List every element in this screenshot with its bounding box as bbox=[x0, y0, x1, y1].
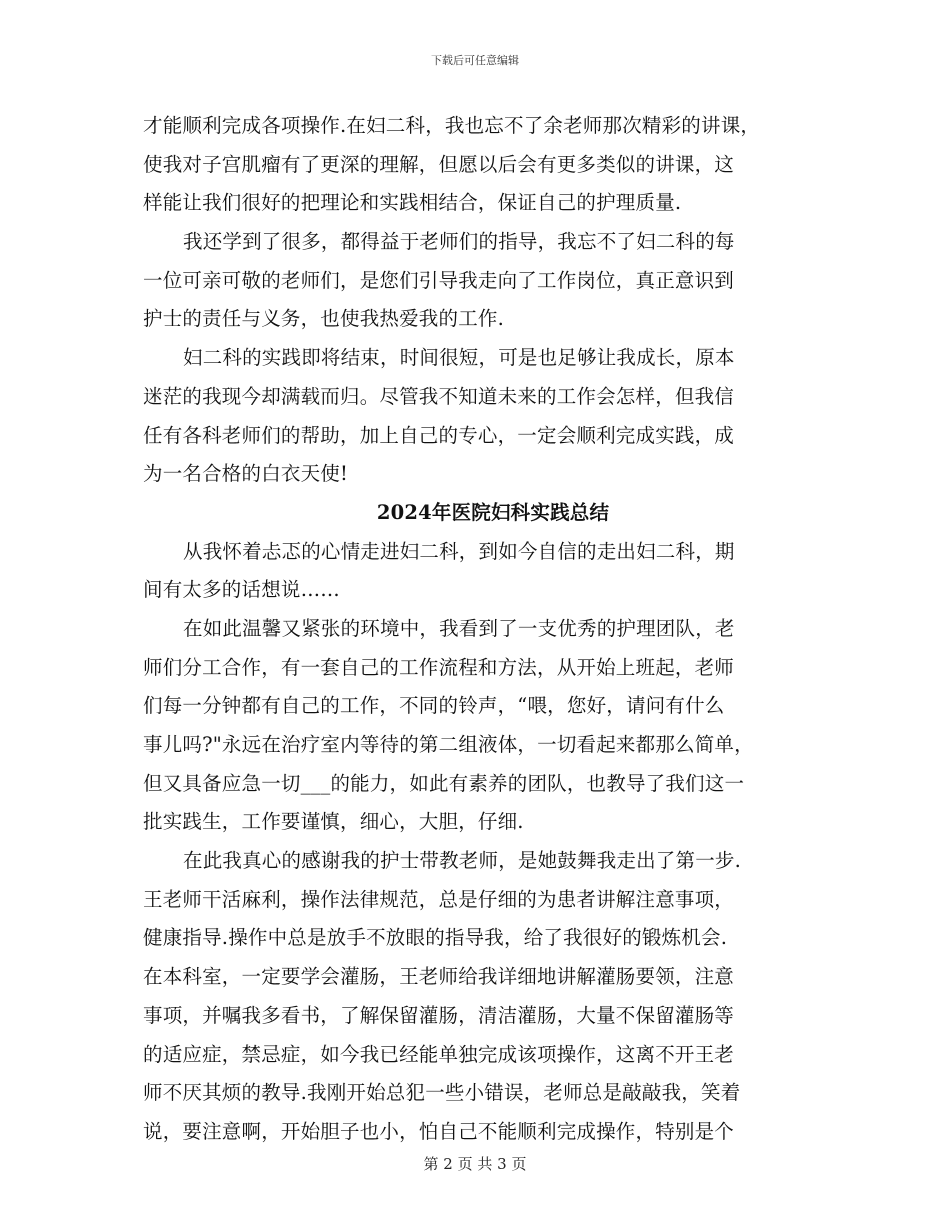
text-line: 为一名合格的白衣天使! bbox=[143, 462, 349, 486]
section-title: 2024年医院妇科实践总结 bbox=[376, 500, 610, 524]
text-line: 护士的责任与义务，也使我热爱我的工作. bbox=[143, 307, 504, 331]
page-header: 下载后可任意编辑 bbox=[431, 54, 519, 67]
text-line: 事儿吗?"永远在治疗室内等待的第二组液体，一切看起来都那么简单， bbox=[143, 733, 754, 756]
text-line: 使我对子宫肌瘤有了更深的理解，但愿以后会有更多类似的讲课，这 bbox=[143, 152, 735, 176]
text-line: 王老师干活麻利，操作法律规范，总是仔细的为患者讲解注意事项， bbox=[143, 887, 735, 911]
text-line: 间有太多的话想说…… bbox=[143, 578, 341, 602]
text-line: 样能让我们很好的把理论和实践相结合，保证自己的护理质量. bbox=[143, 191, 682, 215]
paragraph-start-line: 从我怀着忐忑的心情走进妇二科，到如今自信的走出妇二科，期 bbox=[183, 539, 735, 563]
page-footer: 第 2 页 共 3 页 bbox=[423, 1155, 527, 1173]
text-line: 批实践生，工作要谨慎，细心，大胆，仔细. bbox=[143, 810, 524, 834]
text-line: 说，要注意啊，开始胆子也小，怕自己不能顺利完成操作，特别是个 bbox=[143, 1119, 735, 1143]
text-line: 师们分工合作，有一套自己的工作流程和方法，从开始上班起，老师 bbox=[143, 655, 735, 679]
text-line: 事项，并嘱我多看书，了解保留灌肠，清洁灌肠，大量不保留灌肠等 bbox=[143, 1003, 735, 1027]
text-line: 但又具备应急一切___的能力，如此有素养的团队，也教导了我们这一 bbox=[143, 771, 745, 795]
paragraph-start-line: 在此我真心的感谢我的护士带教老师，是她鼓舞我走出了第一步. bbox=[183, 849, 741, 873]
text-line: 的适应症，禁忌症，如今我已经能单独完成该项操作，这离不开王老 bbox=[143, 1042, 735, 1066]
document-body bbox=[143, 107, 813, 1152]
text-line: 才能顺利完成各项操作.在妇二科，我也忘不了余老师那次精彩的讲课， bbox=[143, 114, 761, 137]
paragraph-start-line: 妇二科的实践即将结束，时间很短，可是也足够让我成长，原本 bbox=[183, 346, 735, 370]
text-line: 在本科室，一定要学会灌肠，王老师给我详细地讲解灌肠要领，注意 bbox=[143, 965, 735, 989]
text-line: 健康指导.操作中总是放手不放眼的指导我，给了我很好的锻炼机会. bbox=[143, 926, 728, 950]
text-line: 任有各科老师们的帮助，加上自己的专心，一定会顺利完成实践，成 bbox=[143, 423, 735, 447]
text-line: 师不厌其烦的教导.我刚开始总犯一些小错误，老师总是敲敲我，笑着 bbox=[143, 1081, 741, 1105]
text-line: 迷茫的我现今却满载而归。尽管我不知道未来的工作会怎样，但我信 bbox=[143, 384, 735, 408]
text-line: 一位可亲可敬的老师们，是您们引导我走向了工作岗位，真正意识到 bbox=[143, 268, 735, 292]
paragraph-start-line: 在如此温馨又紧张的环境中，我看到了一支优秀的护理团队，老 bbox=[183, 616, 735, 640]
paragraph-start-line: 我还学到了很多，都得益于老师们的指导，我忘不了妇二科的每 bbox=[183, 230, 735, 254]
text-line: 们每一分钟都有自己的工作，不同的铃声，“喂，您好，请问有什么 bbox=[143, 694, 725, 718]
